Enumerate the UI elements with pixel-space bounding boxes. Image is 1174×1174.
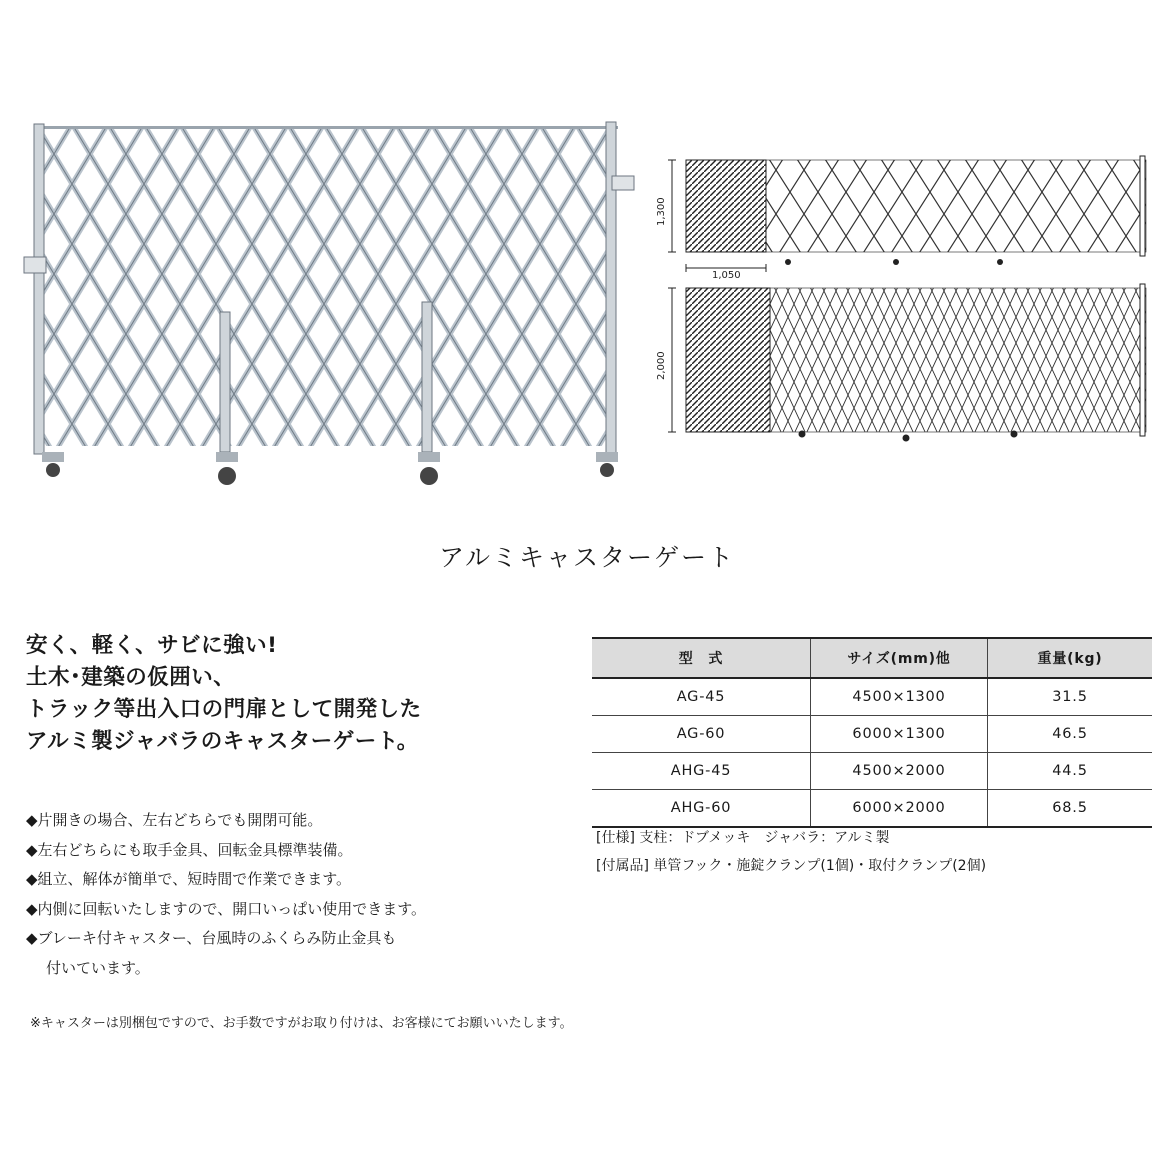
cell-weight: 46.5 <box>988 716 1153 753</box>
header-model: 型 式 <box>592 638 811 678</box>
product-caption: アルミキャスターゲート <box>438 543 735 572</box>
spec-note-accessories: [付属品] 単管フック・施錠クランプ(1個)・取付クランプ(2個) <box>596 858 987 874</box>
table-row <box>592 678 1152 716</box>
feature-list <box>26 806 586 983</box>
cell-model: AHG-45 <box>592 753 811 790</box>
spec-table <box>592 637 1152 828</box>
table-row <box>592 790 1152 828</box>
spec-notes <box>596 824 986 880</box>
spec-note-materials: [仕様] 支柱：ドブメッキ ジャバラ：アルミ製 <box>596 830 890 846</box>
dim-width-panel: 1,050 <box>712 270 741 281</box>
cell-weight: 44.5 <box>988 753 1153 790</box>
cell-size: 4500×1300 <box>811 678 988 716</box>
feature-item: ◆左右どちらにも取手金具、回転金具標準装備。 <box>26 840 353 859</box>
table-row <box>592 716 1152 753</box>
header-size: サイズ(mm)他 <box>811 638 988 678</box>
large-gate-drawing <box>656 284 1146 442</box>
dimension-drawing <box>650 148 1170 460</box>
cell-model: AG-45 <box>592 678 811 716</box>
feature-item: ◆ブレーキ付キャスター、台風時のふくらみ防止金具も <box>26 929 397 947</box>
headline-line: 土木･建築の仮囲い、 <box>26 665 236 690</box>
dim-height-small: 1,300 <box>656 197 667 226</box>
feature-item: ◆片開きの場合、左右どちらでも開閉可能。 <box>26 811 323 829</box>
cell-model: AG-60 <box>592 716 811 753</box>
table-header-row <box>592 638 1152 678</box>
feature-item: ◆内側に回転いたしますので、開口いっぱい使用できます。 <box>26 899 427 918</box>
headline-line: 安く、軽く、サビに強い! <box>26 633 278 658</box>
headline <box>26 630 586 758</box>
cell-weight: 68.5 <box>988 790 1153 828</box>
product-photo <box>20 112 650 492</box>
cell-size: 6000×1300 <box>811 716 988 753</box>
header-weight: 重量(kg) <box>988 638 1153 678</box>
dim-height-large: 2,000 <box>656 351 667 380</box>
cell-weight: 31.5 <box>988 678 1153 716</box>
feature-item: ◆組立、解体が簡単で、短時間で作業できます。 <box>26 870 352 888</box>
cell-size: 4500×2000 <box>811 753 988 790</box>
cell-size: 6000×2000 <box>811 790 988 828</box>
feature-item-continued: 付いています。 <box>46 958 150 977</box>
small-gate-drawing <box>656 156 1146 281</box>
headline-line: アルミ製ジャバラのキャスターゲート。 <box>26 729 419 754</box>
caster-note: ※キャスターは別梱包ですので、お手数ですがお取り付けは、お客様にてお願いいたします。 <box>30 1016 573 1031</box>
headline-line: トラック等出入口の門扉として開発した <box>26 697 422 722</box>
table-row <box>592 753 1152 790</box>
cell-model: AHG-60 <box>592 790 811 828</box>
